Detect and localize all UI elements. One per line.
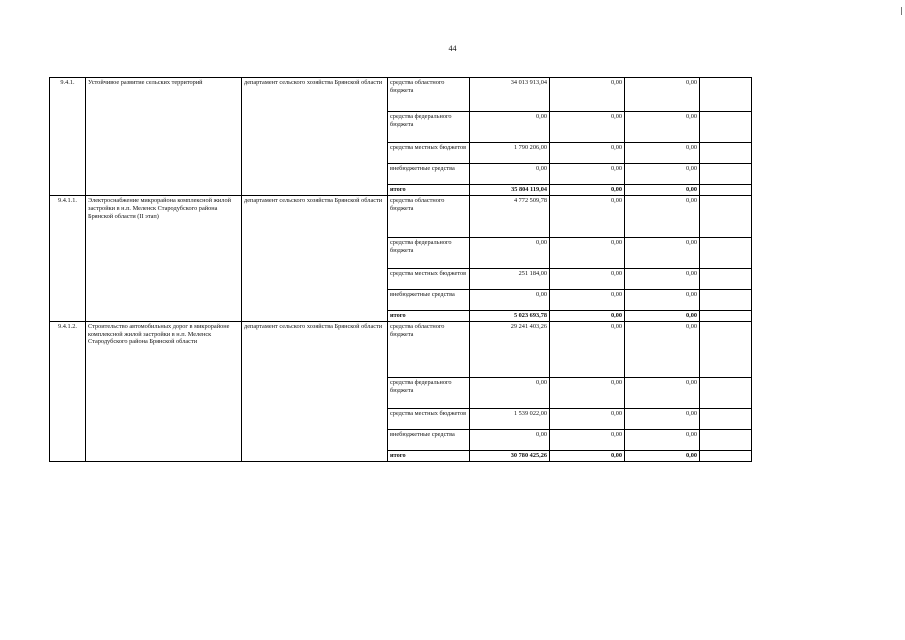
value-year-2: 0,00 xyxy=(550,310,625,321)
value-year-1: 1 539 022,00 xyxy=(470,408,550,429)
value-year-2: 0,00 xyxy=(550,450,625,461)
value-year-2: 0,00 xyxy=(550,164,625,185)
value-year-2: 0,00 xyxy=(550,185,625,196)
item-name: Строительство автомобильных дорог в микрорайоне комплексной жилой застройки в н.п. Меленск Стародубского района Брянской области xyxy=(86,321,242,461)
funding-source: средства местных бюджетов xyxy=(388,143,470,164)
value-year-3: 0,00 xyxy=(625,143,700,164)
value-year-3: 0,00 xyxy=(625,321,700,377)
item-executor: департамент сельского хозяйства Брянской области xyxy=(242,195,388,321)
funding-source: средства областного бюджета xyxy=(388,195,470,237)
item-name: Электроснабжение микрорайона комплексной жилой застройки в н.п. Меленск Стародубского района Брянской области (II этап) xyxy=(86,195,242,321)
item-executor: департамент сельского хозяйства Брянской области xyxy=(242,321,388,461)
funding-source: итого xyxy=(388,450,470,461)
value-year-2: 0,00 xyxy=(550,112,625,143)
empty-cell xyxy=(700,268,752,289)
value-year-3: 0,00 xyxy=(625,377,700,408)
empty-cell xyxy=(700,112,752,143)
value-year-1: 5 023 693,78 xyxy=(470,310,550,321)
value-year-2: 0,00 xyxy=(550,429,625,450)
value-year-2: 0,00 xyxy=(550,237,625,268)
funding-source: средства областного бюджета xyxy=(388,321,470,377)
value-year-3: 0,00 xyxy=(625,450,700,461)
empty-cell xyxy=(700,321,752,377)
empty-cell xyxy=(700,143,752,164)
item-executor: департамент сельского хозяйства Брянской области xyxy=(242,78,388,196)
value-year-2: 0,00 xyxy=(550,195,625,237)
funding-source: средства федерального бюджета xyxy=(388,112,470,143)
value-year-1: 0,00 xyxy=(470,429,550,450)
value-year-2: 0,00 xyxy=(550,289,625,310)
value-year-2: 0,00 xyxy=(550,143,625,164)
funding-source: средства местных бюджетов xyxy=(388,408,470,429)
funding-source: внебюджетные средства xyxy=(388,164,470,185)
value-year-2: 0,00 xyxy=(550,377,625,408)
table-row xyxy=(50,78,752,112)
funding-source: итого xyxy=(388,185,470,196)
empty-cell xyxy=(700,377,752,408)
empty-cell xyxy=(700,289,752,310)
value-year-3: 0,00 xyxy=(625,185,700,196)
value-year-3: 0,00 xyxy=(625,429,700,450)
value-year-3: 0,00 xyxy=(625,310,700,321)
funding-source: внебюджетные средства xyxy=(388,429,470,450)
value-year-1: 0,00 xyxy=(470,377,550,408)
funding-source: средства федерального бюджета xyxy=(388,377,470,408)
value-year-1: 34 013 913,04 xyxy=(470,78,550,112)
funding-source: итого xyxy=(388,310,470,321)
value-year-1: 0,00 xyxy=(470,289,550,310)
value-year-1: 0,00 xyxy=(470,164,550,185)
value-year-1: 0,00 xyxy=(470,112,550,143)
item-code: 9.4.1. xyxy=(50,78,86,196)
value-year-3: 0,00 xyxy=(625,237,700,268)
value-year-1: 4 772 509,78 xyxy=(470,195,550,237)
empty-cell xyxy=(700,429,752,450)
value-year-1: 1 790 206,00 xyxy=(470,143,550,164)
empty-cell xyxy=(700,164,752,185)
value-year-1: 251 184,00 xyxy=(470,268,550,289)
value-year-3: 0,00 xyxy=(625,289,700,310)
page-number: 44 xyxy=(448,44,457,53)
value-year-3: 0,00 xyxy=(625,408,700,429)
funding-source: средства федерального бюджета xyxy=(388,237,470,268)
value-year-3: 0,00 xyxy=(625,268,700,289)
budget-table xyxy=(49,77,752,462)
funding-source: средства областного бюджета xyxy=(388,78,470,112)
table-row xyxy=(50,195,752,237)
value-year-1: 30 780 425,26 xyxy=(470,450,550,461)
funding-source: средства местных бюджетов xyxy=(388,268,470,289)
value-year-1: 0,00 xyxy=(470,237,550,268)
scan-edge-mark xyxy=(901,7,902,15)
empty-cell xyxy=(700,450,752,461)
value-year-2: 0,00 xyxy=(550,321,625,377)
funding-source: внебюджетные средства xyxy=(388,289,470,310)
value-year-1: 35 804 119,04 xyxy=(470,185,550,196)
item-name: Устойчивое развитие сельских территорий xyxy=(86,78,242,196)
value-year-3: 0,00 xyxy=(625,78,700,112)
table-row xyxy=(50,321,752,377)
empty-cell xyxy=(700,237,752,268)
value-year-2: 0,00 xyxy=(550,78,625,112)
value-year-3: 0,00 xyxy=(625,195,700,237)
item-code: 9.4.1.2. xyxy=(50,321,86,461)
empty-cell xyxy=(700,310,752,321)
empty-cell xyxy=(700,185,752,196)
value-year-1: 29 241 403,26 xyxy=(470,321,550,377)
empty-cell xyxy=(700,78,752,112)
value-year-2: 0,00 xyxy=(550,268,625,289)
value-year-3: 0,00 xyxy=(625,112,700,143)
value-year-3: 0,00 xyxy=(625,164,700,185)
item-code: 9.4.1.1. xyxy=(50,195,86,321)
value-year-2: 0,00 xyxy=(550,408,625,429)
empty-cell xyxy=(700,195,752,237)
empty-cell xyxy=(700,408,752,429)
